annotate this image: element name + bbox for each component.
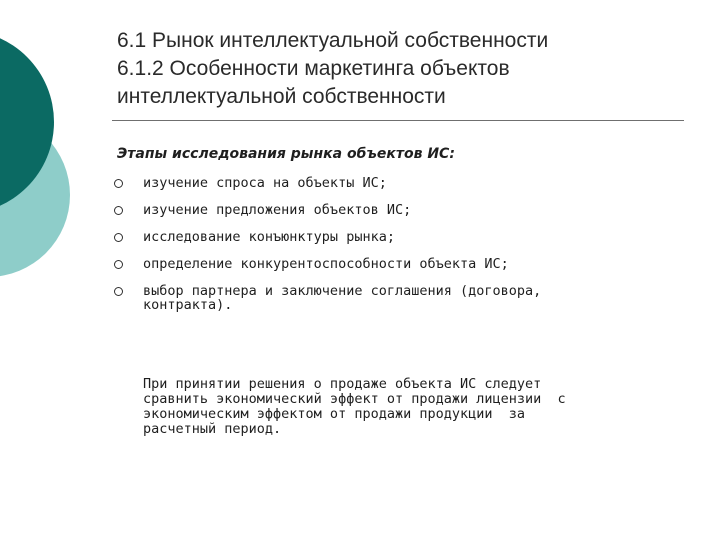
list-item-text-continuation: контракта).	[143, 297, 233, 313]
list-item	[112, 284, 672, 312]
list-item	[112, 230, 672, 244]
list-item	[112, 203, 672, 217]
stages-list	[112, 176, 672, 325]
list-item-text: выбор партнера и заключение соглашения (договора,	[143, 283, 542, 299]
list-item	[112, 257, 672, 271]
hollow-circle-icon	[114, 179, 123, 188]
list-item	[112, 176, 672, 190]
hollow-circle-icon	[114, 206, 123, 215]
decision-note	[143, 377, 673, 437]
decorative-teal-circles	[0, 0, 110, 300]
section-subtitle: Этапы исследования рынка объектов ИС:	[117, 146, 455, 162]
slide-title	[117, 27, 697, 111]
hollow-circle-icon	[114, 260, 123, 269]
title-divider	[112, 120, 684, 121]
hollow-circle-icon	[114, 233, 123, 242]
note-line-2: сравнить экономический эффект от продажи лицензии с	[143, 391, 566, 407]
list-item-text: изучение предложения объектов ИС;	[143, 202, 412, 218]
hollow-circle-icon	[114, 287, 123, 296]
title-line-1: 6.1 Рынок интеллектуальной собственности	[117, 29, 549, 52]
note-line-4: расчетный период.	[143, 421, 282, 437]
note-line-3: экономическим эффектом от продажи продукции за	[143, 406, 526, 422]
title-line-3: интеллектуальной собственности	[117, 85, 446, 108]
list-item-text: определение конкурентоспособности объекта ИС;	[143, 256, 509, 272]
note-line-1: При принятии решения о продаже объекта ИС следует	[143, 376, 542, 392]
list-item-text: исследование конъюнктуры рынка;	[143, 229, 395, 245]
title-line-2: 6.1.2 Особенности маркетинга объектов	[117, 57, 510, 80]
list-item-text: изучение спроса на объекты ИС;	[143, 175, 387, 191]
